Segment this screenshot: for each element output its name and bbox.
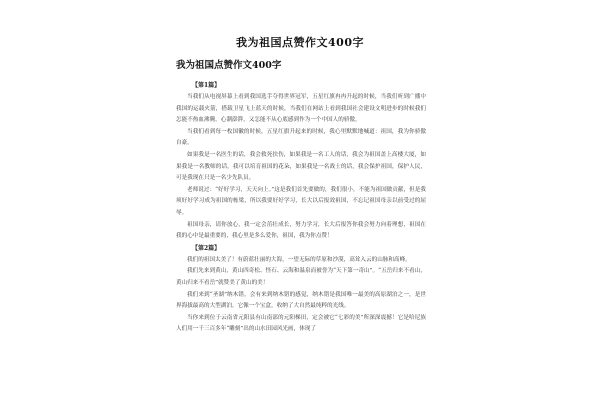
paragraph: 当我们从电视屏幕上看到我国选手夺得世界冠军，五星红旗冉冉升起的时候，当我们听到广播中我国的运载火箭，搭载卫星飞上蓝天的时候，当我们在网站上看到我国社会建设文明进步的时候我们怎能不热血沸腾，心潮澎湃，又怎能不从心底感到作为一个中国人的骄傲。 bbox=[176, 94, 426, 124]
paragraph: 我们来到“圣湖”纳木错。会有来到纳木错的感觉，纳木错是我国唯一最美的高原湖泊之一，是世界海拔最高的大型湖泊。它像一个宝盒，收纳了大自然最纯粹的光线。 bbox=[176, 291, 426, 310]
page-header-title: 我为祖国点赞作文400字 bbox=[236, 36, 364, 49]
paragraph: 我们先来到黄山，黄山四奇松、怪石、云海和温泉而被誉为“天下第一奇山”。“五岳归来不看山，黄山归来不看岳”就赞美了黄山的美！ bbox=[176, 268, 426, 286]
paragraph: 当我们看到每一枚国徽的时候，五星红旗升起来的时候，我心里默默地喊道：祖国，我为你骄傲自豪。 bbox=[176, 128, 426, 147]
paragraph: 祖国母亲，请你放心，我一定会茁壮成长，努力学习，长大后报答你我会努力向着理想，祖国在我的心中是最重要的，我心里是多么爱你，祖国，我为你点赞！ bbox=[176, 221, 426, 240]
document-title: 我为祖国点赞作文400字 bbox=[176, 60, 282, 71]
bottom-fade bbox=[0, 382, 600, 400]
paragraph: 当你来到位于云南省元阳县有山南部的元阳梯田，定会被它“七彩的美”所深深震撼！它是哈尼族人们用一千三百多年“雕刻”出的山水田园风光画，体现了 bbox=[176, 314, 426, 333]
section-label: 【第1篇】 bbox=[192, 82, 221, 89]
paragraph: 老师说过：“好好学习，天天向上。”这是我们首先要做的，我们很小，不能为祖国做贡献，但是我须好好学习成为祖国的栋梁，所以我要好好学习，长大以后报效祖国，不忘记祖国母亲以前受过的屈辱。 bbox=[176, 186, 426, 216]
document-body bbox=[176, 60, 426, 336]
section-label: 【第2篇】 bbox=[192, 244, 221, 252]
paragraph: 如果我是一名医生的话，我会救死扶伤，如果我是一名工人的话，我会为祖国盖上高楼大厦，如果我是一名教师的话，我可以培育祖国的花朵，如果我是一名战士的话，我会保护祖国，保护人民，可是我现在只是一名少先队员。 bbox=[176, 151, 426, 182]
paragraph: 我们的祖国太美了！有蔚蓝壮丽的大海，一望无际的草原和沙漠，高耸入云的山脉和高峰。 bbox=[187, 256, 411, 263]
